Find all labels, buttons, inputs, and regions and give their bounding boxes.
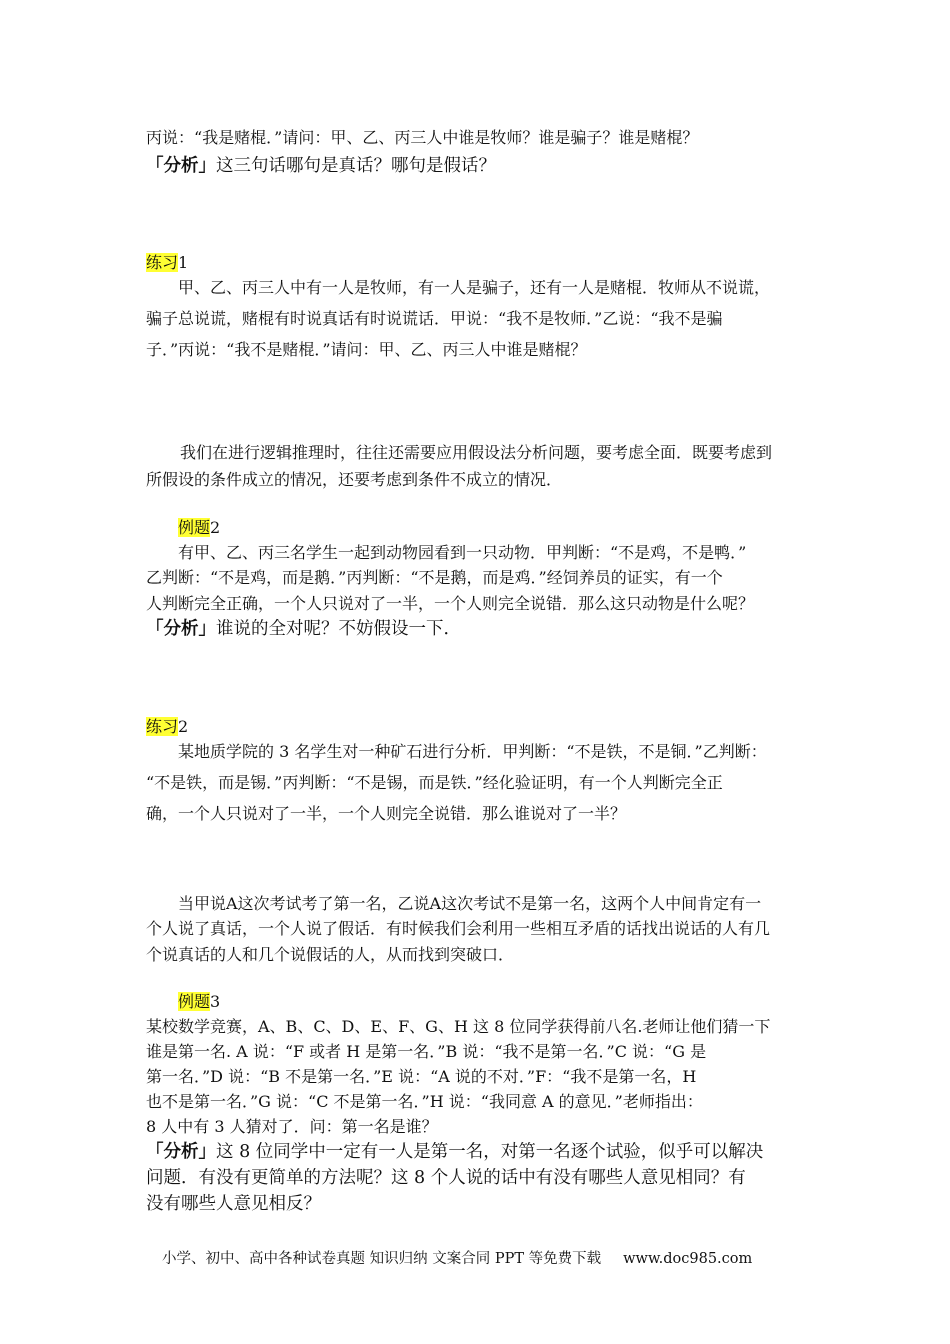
- example-label: 例题: [178, 992, 211, 1011]
- practice-label: 练习: [146, 717, 179, 736]
- example-label: 例题: [178, 518, 211, 537]
- analysis-text: 谁说的全对呢？不妨假设一下．: [216, 619, 461, 639]
- analysis-text-line: 没有哪些人意见相反？: [146, 1194, 321, 1214]
- footer-url-link[interactable]: www.doc985.com: [623, 1251, 753, 1267]
- practice-number: 2: [178, 717, 189, 736]
- analysis-line: [146, 1142, 763, 1162]
- analysis-label: 「分析」: [146, 619, 216, 639]
- example-text-line: 乙判断：“不是鸡，而是鹅．”丙判断：“不是鹅，而是鸡．”经饲养员的证实，有一个: [146, 568, 723, 587]
- example-number: 2: [210, 518, 221, 537]
- example-heading: [178, 518, 220, 538]
- practice-text-line: 骗子总说谎，赌棍有时说真话有时说谎话．甲说：“我不是牧师．”乙说：“我不是骗: [146, 309, 723, 328]
- example-text-line: 有甲、乙、丙三名学生一起到动物园看到一只动物．甲判断：“不是鸡，不是鸭．”: [178, 543, 747, 562]
- intro-text-line: 所假设的条件成立的情况，还要考虑到条件不成立的情况．: [146, 470, 563, 489]
- practice-heading: [146, 253, 188, 273]
- practice-text-line: 子．”丙说：“我不是赌棍．”请问：甲、乙、丙三人中谁是赌棍？: [146, 340, 587, 359]
- analysis-line: [146, 619, 461, 639]
- example-text-line: 谁是第一名. A 说：“F 或者 H 是第一名．”B 说：“我不是第一名．”C 说：“G 是: [146, 1042, 707, 1061]
- intro-text-line: 我们在进行逻辑推理时，往往还需要应用假设法分析问题，要考虑全面．既要考虑到: [180, 443, 773, 462]
- example-text-line: 某校数学竞赛，A、B、C、D、E、F、G、H 这 8 位同学获得前八名.老师让他们猜一下: [146, 1017, 771, 1036]
- intro-text-line: 个说真话的人和几个说假话的人，从而找到突破口．: [146, 945, 515, 964]
- example-number: 3: [210, 992, 221, 1011]
- practice-label: 练习: [146, 253, 179, 272]
- footer-text: 小学、初中、高中各种试卷真题 知识归纳 文案合同 PPT 等免费下载: [162, 1251, 602, 1267]
- problem-text-line: 丙说：“我是赌棍．”请问：甲、乙、丙三人中谁是牧师？谁是骗子？谁是赌棍？: [146, 128, 699, 147]
- example-text-line: 人判断完全正确，一个人只说对了一半，一个人则完全说错．那么这只动物是什么呢？: [146, 594, 755, 613]
- page-footer: [162, 1247, 752, 1268]
- analysis-label: 「分析」: [146, 1142, 216, 1162]
- example-text-line: 8 人中有 3 人猜对了．问：第一名是谁？: [146, 1117, 438, 1136]
- example-text-line: 也不是第一名．”G 说：“C 不是第一名．”H 说：“我同意 A 的意见．”老师指出：: [146, 1092, 703, 1111]
- practice-text-line: 某地质学院的 3 名学生对一种矿石进行分析．甲判断：“不是铁，不是铜．”乙判断：: [178, 742, 767, 761]
- practice-number: 1: [178, 253, 189, 272]
- intro-text-line: 个人说了真话，一个人说了假话．有时候我们会利用一些相互矛盾的话找出说话的人有几: [146, 919, 771, 938]
- practice-heading: [146, 717, 188, 737]
- analysis-text: 这三句话哪句是真话？哪句是假话？: [216, 156, 496, 176]
- analysis-text-line: 问题．有没有更简单的方法呢？这 8 个人说的话中有没有哪些人意见相同？有: [146, 1168, 746, 1188]
- analysis-line: [146, 156, 496, 176]
- practice-text-line: 甲、乙、丙三人中有一人是牧师，有一人是骗子，还有一人是赌棍．牧师从不说谎，: [178, 278, 771, 297]
- example-heading: [178, 992, 220, 1012]
- practice-text-line: 确，一个人只说对了一半，一个人则完全说错．那么谁说对了一半？: [146, 804, 627, 823]
- example-text-line: 第一名．”D 说：“B 不是第一名．”E 说：“A 说的不对．”F：“我不是第一名，H: [146, 1067, 697, 1086]
- practice-text-line: “不是铁，而是锡．”丙判断：“不是锡，而是铁．”经化验证明，有一个人判断完全正: [146, 773, 723, 792]
- analysis-text: 这 8 位同学中一定有一人是第一名，对第一名逐个试验，似乎可以解决: [216, 1142, 764, 1162]
- intro-text-line: 当甲说A这次考试考了第一名，乙说A这次考试不是第一名，这两个人中间肯定有一: [178, 894, 762, 913]
- analysis-label: 「分析」: [146, 156, 216, 176]
